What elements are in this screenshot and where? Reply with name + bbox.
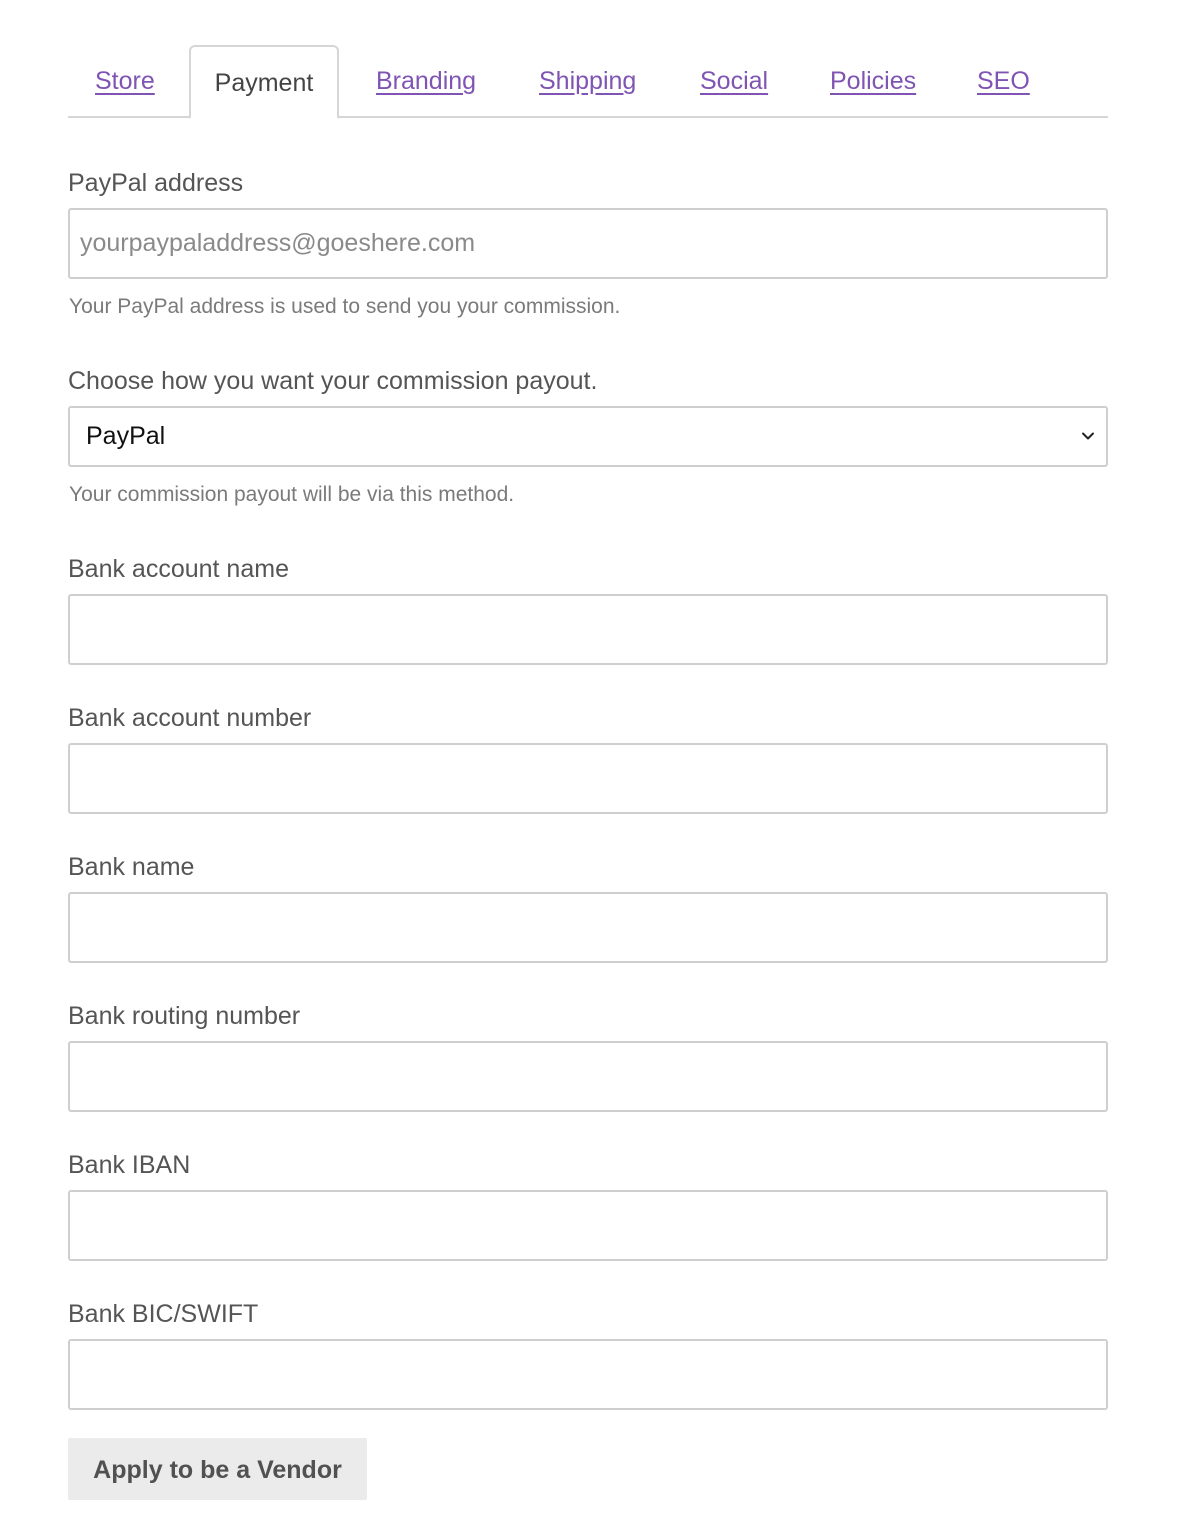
bank-name-input[interactable] <box>68 892 1108 963</box>
tab-policies[interactable]: Policies <box>830 67 917 95</box>
bank-bic-swift-label: Bank BIC/SWIFT <box>68 1300 259 1328</box>
bank-bic-swift-input[interactable] <box>68 1339 1108 1410</box>
bank-name-label: Bank name <box>68 853 195 881</box>
bank-account-name-label: Bank account name <box>68 555 289 583</box>
tab-branding[interactable]: Branding <box>376 67 477 95</box>
payout-method-label: Choose how you want your commission payout. <box>68 367 598 395</box>
chevron-down-icon <box>1080 428 1096 444</box>
paypal-address-input[interactable] <box>68 208 1108 279</box>
payout-method-value: PayPal <box>86 422 166 450</box>
tab-seo[interactable]: SEO <box>977 67 1030 95</box>
bank-account-number-label: Bank account number <box>68 704 312 732</box>
bank-routing-number-label: Bank routing number <box>68 1002 301 1030</box>
tab-store[interactable]: Store <box>95 67 155 95</box>
bank-iban-input[interactable] <box>68 1190 1108 1261</box>
bank-account-number-input[interactable] <box>68 743 1108 814</box>
bank-routing-number-input[interactable] <box>68 1041 1108 1112</box>
payout-method-select[interactable] <box>68 406 1108 467</box>
payout-method-help: Your commission payout will be via this method. <box>69 483 515 506</box>
apply-vendor-button[interactable]: Apply to be a Vendor <box>68 1438 367 1500</box>
bank-account-name-input[interactable] <box>68 594 1108 665</box>
settings-tabs <box>68 45 1108 118</box>
paypal-address-help: Your PayPal address is used to send you your commission. <box>69 295 621 318</box>
bank-iban-label: Bank IBAN <box>68 1151 191 1179</box>
tab-payment[interactable]: Payment <box>189 45 339 119</box>
tab-shipping[interactable]: Shipping <box>539 67 637 95</box>
tab-social[interactable]: Social <box>700 67 769 95</box>
paypal-address-label: PayPal address <box>68 169 244 197</box>
